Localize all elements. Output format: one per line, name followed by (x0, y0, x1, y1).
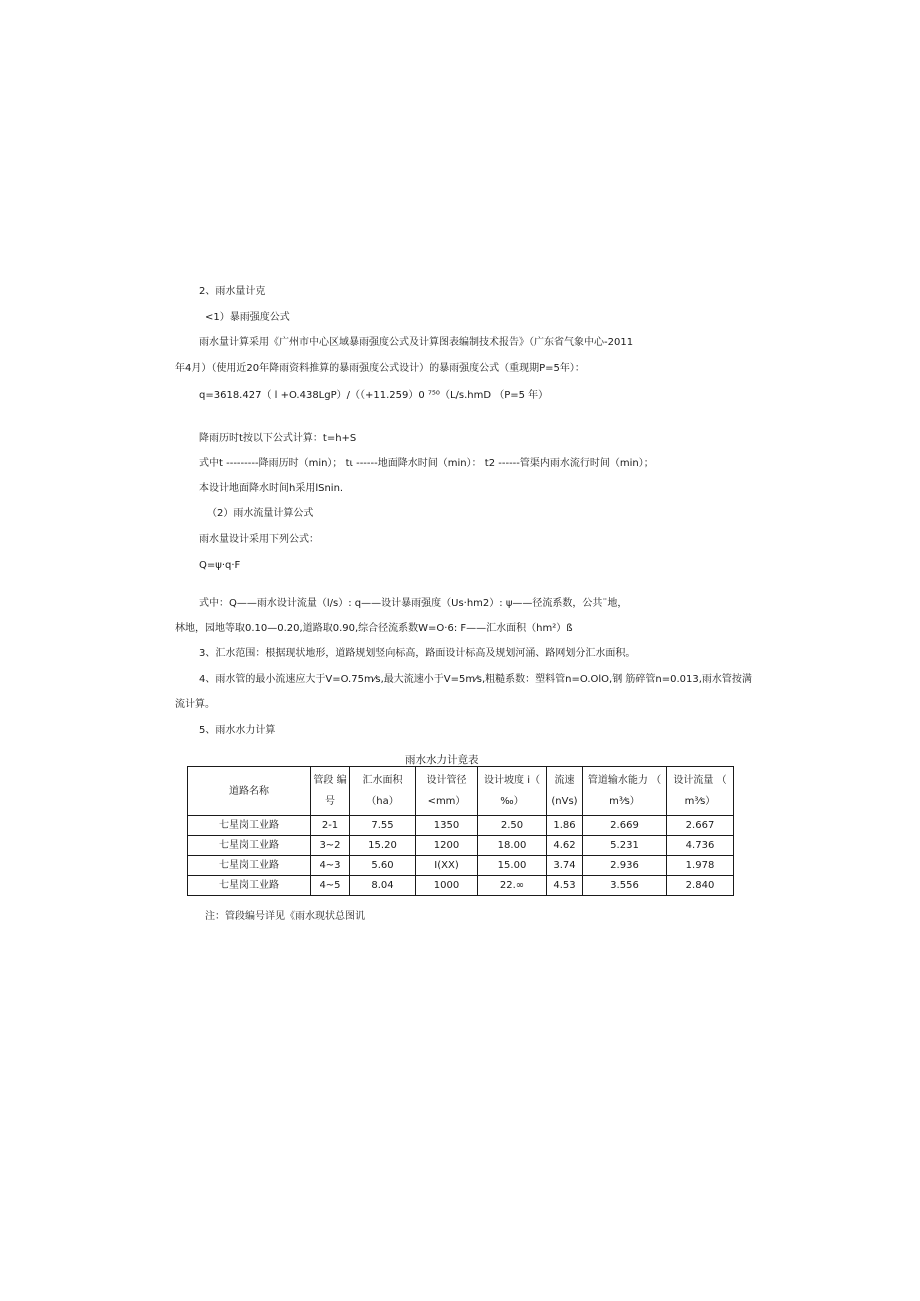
cell-segment: 2-1 (311, 816, 350, 836)
table-row (188, 876, 734, 896)
cell-slope: 2.50 (478, 816, 547, 836)
cell-capacity: 2.669 (583, 816, 667, 836)
cell-velocity: 4.53 (547, 876, 583, 896)
cell-velocity: 3.74 (547, 856, 583, 876)
cell-capacity: 3.556 (583, 876, 667, 896)
cell-road: 七星岗工业路 (188, 876, 311, 896)
formula-rainstorm: q=3618.427（ l +O.438LgP）/（（+11.259）0 ⁷⁵⁰（L/s.hmD （P=5 年） (199, 390, 549, 401)
cell-diameter: 1350 (416, 816, 478, 836)
cell-slope: 22.∞ (478, 876, 547, 896)
cell-design-flow: 4.736 (667, 836, 734, 856)
cell-road: 七星岗工业路 (188, 816, 311, 836)
cell-design-flow: 2.667 (667, 816, 734, 836)
header-capacity: 管道输水能力 （ m³⁄s） (583, 767, 667, 816)
cell-velocity: 4.62 (547, 836, 583, 856)
cell-design-flow: 1.978 (667, 856, 734, 876)
hydraulic-table (187, 766, 734, 896)
header-segment: 管段 编 号 (311, 767, 350, 816)
paragraph-line: 式中：Q——雨水设计流量（l/s）: q——设计暴雨强度（Us·hm2）: ψ——径流系数，公共¨地， (199, 598, 628, 609)
formula-flow: Q=ψ·q·F (199, 560, 241, 571)
paragraph-line: 4、雨水管的最小流速应大于V=O.75m⁄s,最大流速小于V=5m⁄s,粗糙系数：塑料管n=O.OlO,钢 筋碎管n=0.013,雨水管按满 (199, 674, 752, 685)
paragraph-line: 林地，园地等取0.10—0.20,道路取0.90,综合径流系数W=O·6: F——汇水面积（hm²）ß (175, 623, 573, 634)
cell-capacity: 5.231 (583, 836, 667, 856)
paragraph-line: 流计算。 (175, 699, 215, 710)
cell-area: 7.55 (350, 816, 416, 836)
subheading-rainstorm-formula: <1）暴雨强度公式 (205, 312, 290, 323)
cell-diameter: 1200 (416, 836, 478, 856)
header-slope: 设计坡度 i（ ‰） (478, 767, 547, 816)
header-area: 汇水面积 （ha） (350, 767, 416, 816)
cell-slope: 15.00 (478, 856, 547, 876)
cell-area: 5.60 (350, 856, 416, 876)
section-heading-hydraulic: 5、雨水水力计算 (199, 725, 276, 736)
section-heading-rainfall: 2、雨水量计克 (199, 286, 266, 297)
paragraph-line: 年4月）（使用近20年降雨资料推算的暴雨强度公式设计）的暴雨强度公式（重现期P=5年）： (175, 363, 585, 374)
table-row (188, 856, 734, 876)
cell-design-flow: 2.840 (667, 876, 734, 896)
table-caption: 雨水水力计竟表 (405, 754, 479, 766)
cell-segment: 3~2 (311, 836, 350, 856)
cell-velocity: 1.86 (547, 816, 583, 836)
cell-diameter: I(XX) (416, 856, 478, 876)
cell-segment: 4~3 (311, 856, 350, 876)
table-note: 注：管段编号详见《雨水现状总图讥 (205, 911, 365, 922)
cell-road: 七星岗工业路 (188, 836, 311, 856)
header-design-flow: 设计流量 （ m³⁄s） (667, 767, 734, 816)
cell-segment: 4~5 (311, 876, 350, 896)
paragraph-line: 本设计地面降水时间h采用lSnin. (199, 483, 344, 494)
cell-road: 七星岗工业路 (188, 856, 311, 876)
header-road: 道路名称 (188, 767, 311, 816)
paragraph-line: 雨水量设计采用下列公式： (199, 534, 319, 545)
paragraph-line: 雨水量计算采用《广州市中心区域暴雨强度公式及计算图表编制技术报告》（广东省气象中心-2011 (199, 337, 634, 348)
cell-area: 8.04 (350, 876, 416, 896)
cell-area: 15.20 (350, 836, 416, 856)
cell-slope: 18.00 (478, 836, 547, 856)
paragraph-line: 式中t ---------降雨历时（min）； tι ------地面降水时间（min）： t2 ------管渠内雨水流行时间（min）； (199, 458, 654, 469)
paragraph-line: 降雨历时t按以下公式计算：t=h+S (199, 433, 357, 444)
table-header-row (188, 767, 734, 816)
table-row (188, 836, 734, 856)
cell-diameter: 1000 (416, 876, 478, 896)
cell-capacity: 2.936 (583, 856, 667, 876)
subheading-flow-formula: （2）雨水流量计算公式 (207, 508, 314, 519)
header-diameter: 设计管径 <mm） (416, 767, 478, 816)
header-velocity: 流速 (nVs) (547, 767, 583, 816)
paragraph-line: 3、汇水范围：根据现状地形，道路规划竖向标高，路面设计标高及规划河涌、路网划分汇水面积。 (199, 648, 636, 659)
table-row (188, 816, 734, 836)
